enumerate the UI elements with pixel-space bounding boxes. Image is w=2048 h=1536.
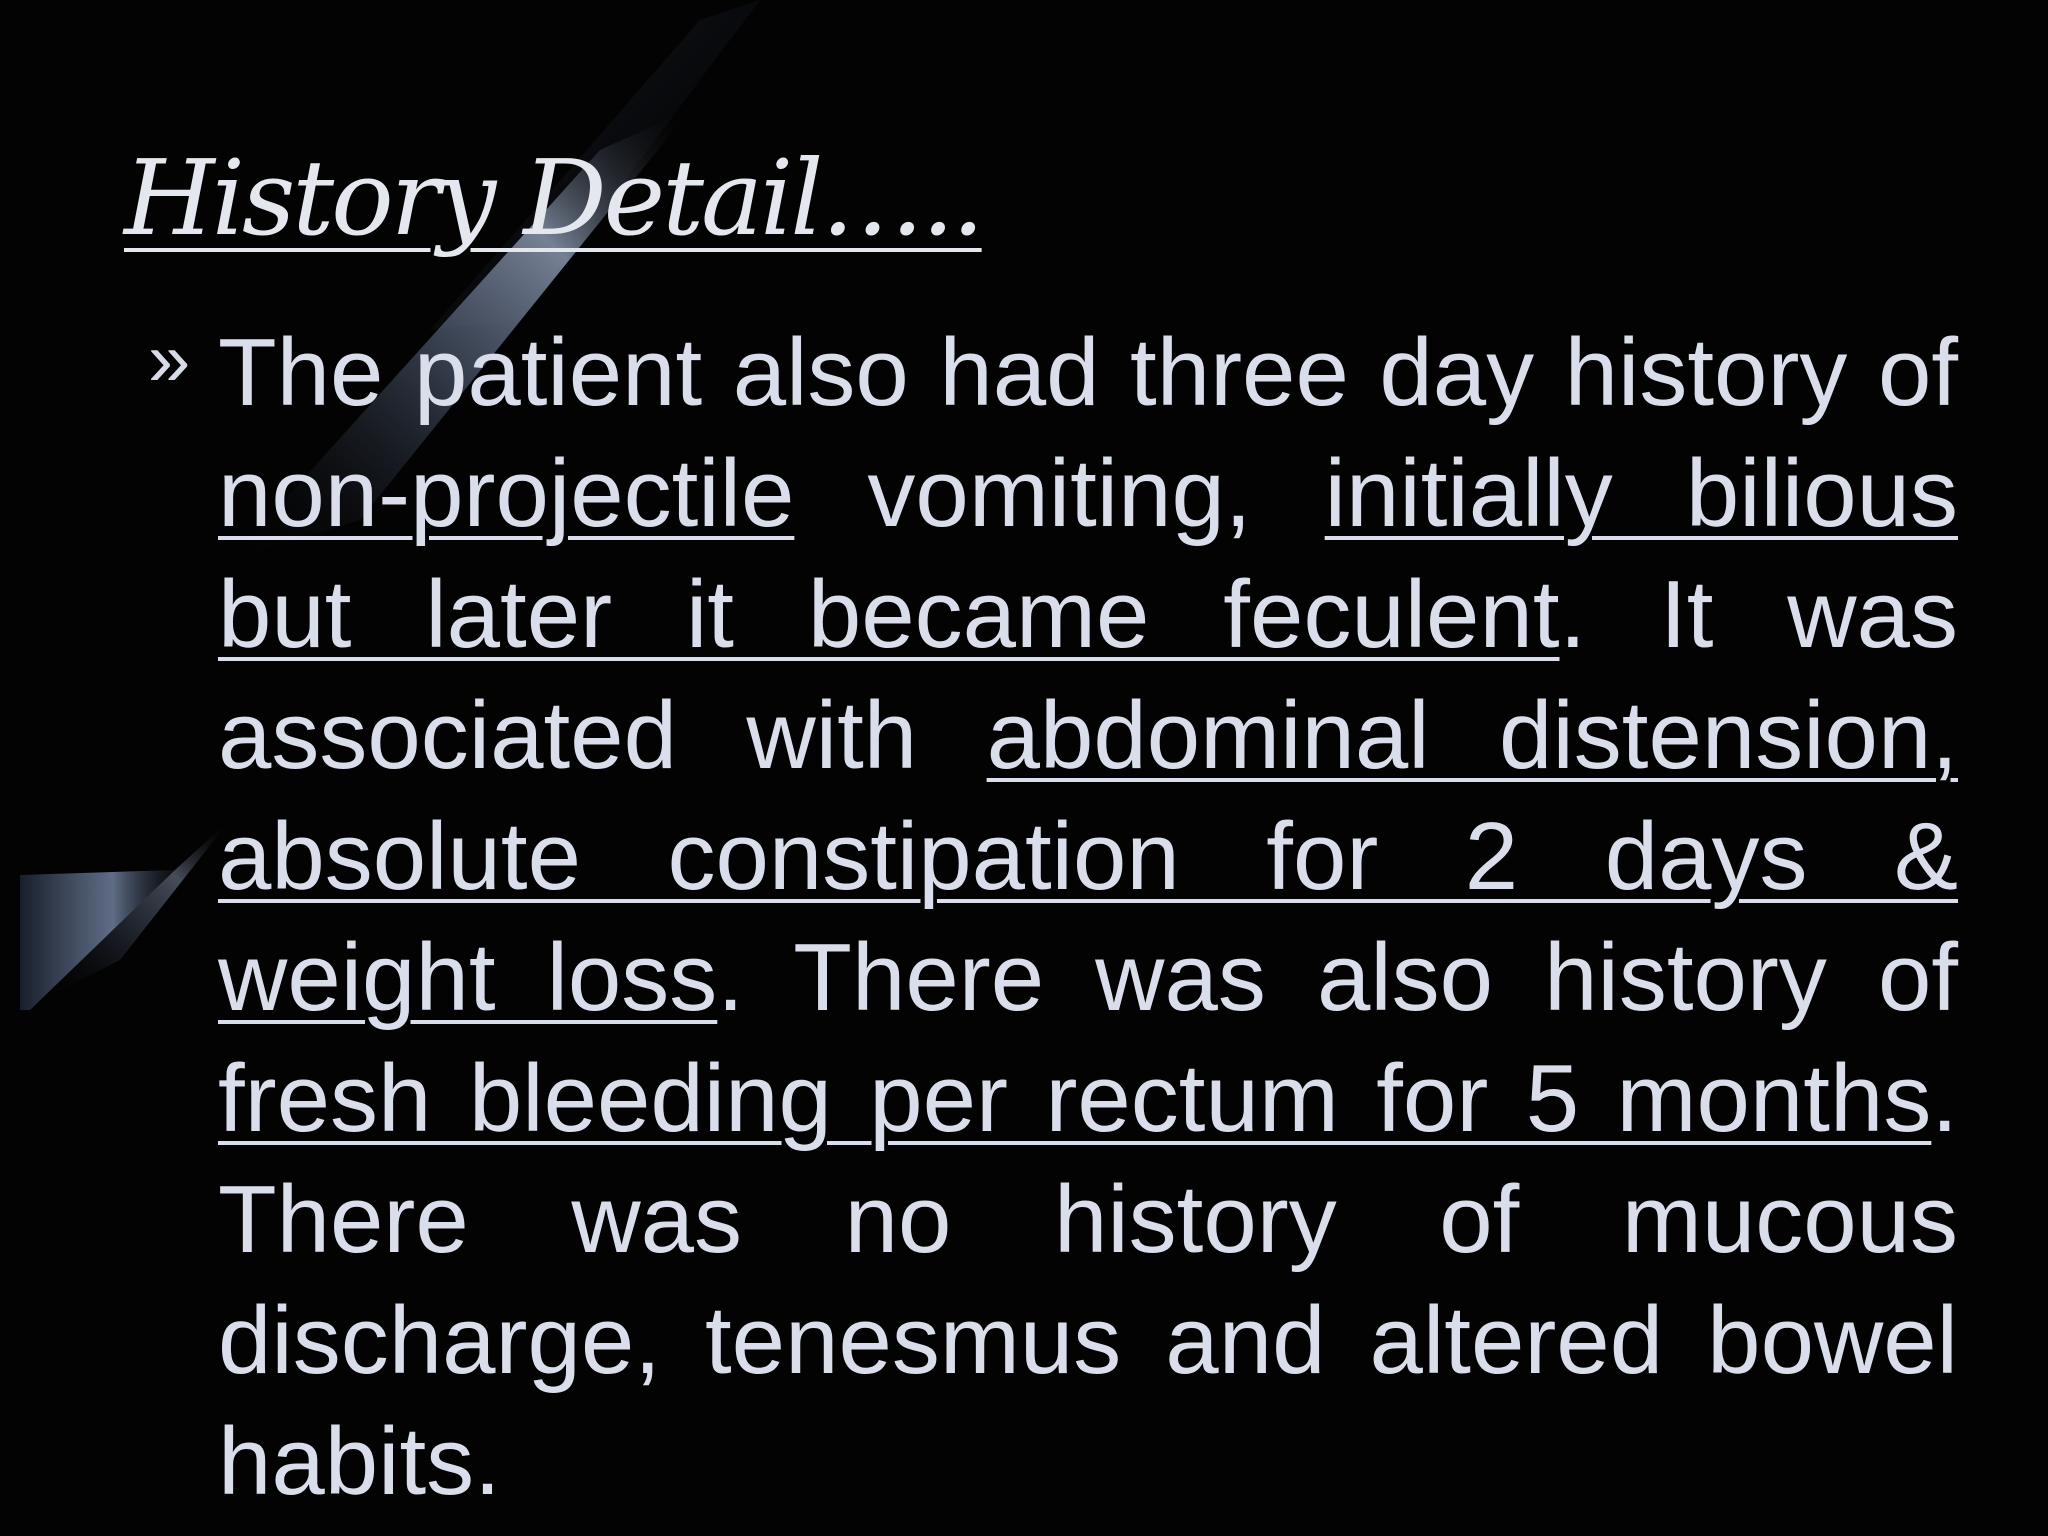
bullet-marker: » (148, 317, 191, 402)
underlined-phrase-non-projectile: non-projectile (218, 440, 795, 547)
text-segment: . There was no history of mucous discharge, tenesmus and altered bowel habits. (218, 1045, 1958, 1515)
text-segment: vomiting, (794, 440, 1325, 547)
underlined-phrase-vomiting-character: initially bilious but later it became feculent (218, 440, 1958, 668)
history-paragraph (218, 312, 1958, 1522)
text-segment: . There was also history of (717, 924, 1959, 1031)
underlined-phrase-associated-symptoms: abdominal distension, absolute constipation for 2 days & weight loss (218, 682, 1958, 1031)
text-segment: . It was associated with (218, 561, 1958, 789)
underlined-phrase-rectal-bleeding: fresh bleeding per rectum for 5 months (218, 1045, 1932, 1152)
text-segment: The patient also had three day history of (218, 319, 1958, 426)
slide-title: History Detail….. (124, 137, 982, 259)
